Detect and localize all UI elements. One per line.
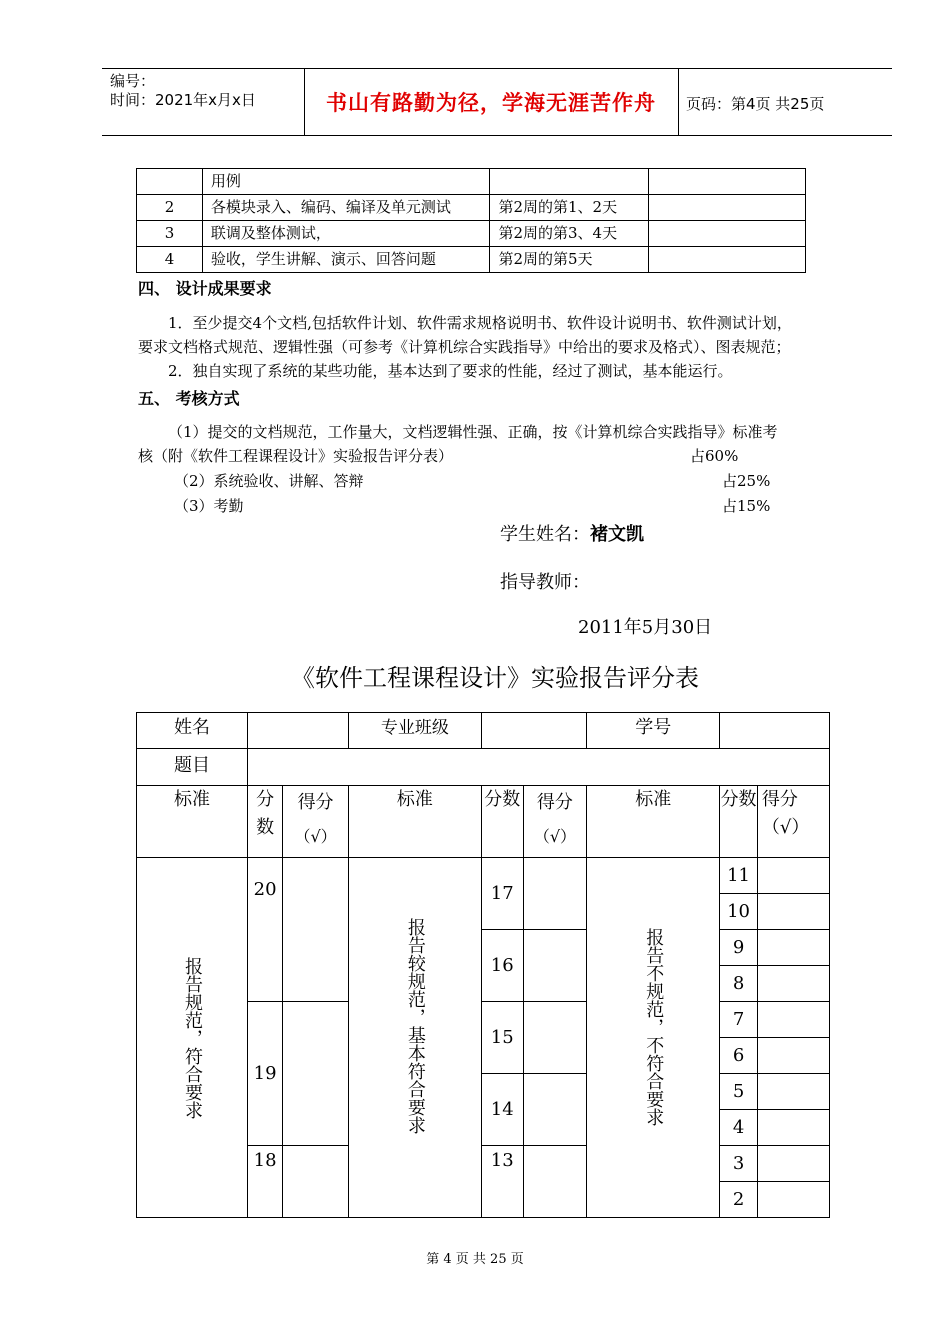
standard-2: 报告较规范，基本符合要求	[404, 918, 426, 1134]
standard-3: 报告不规范，不符合要求	[643, 928, 665, 1126]
row-task: 各模块录入、编码、编译及单元测试	[202, 195, 490, 221]
header-divider	[678, 68, 679, 135]
got-cell[interactable]	[757, 1002, 829, 1038]
page-footer: 第 4 页 共 25 页	[426, 1252, 524, 1267]
score-value: 14	[481, 1074, 523, 1146]
schedule-table	[136, 168, 806, 273]
header-number: 编号：	[110, 72, 156, 90]
section5-title: 五、 考核方式	[138, 389, 240, 408]
standard-1: 报告规范，符合要求	[182, 956, 203, 1119]
table-row	[137, 858, 830, 894]
section4-p2: 2．独自实现了系统的某些功能，基本达到了要求的性能，经过了测试，基本能运行。	[168, 362, 733, 380]
col-score: 分数	[720, 786, 758, 858]
score-value: 8	[720, 966, 758, 1002]
col-got-check: （√）	[533, 827, 577, 846]
col-score: 分数	[248, 786, 283, 858]
section5-item1a: （1）提交的文档规范，工作量大，文档逻辑性强、正确，按《计算机综合实践指导》标准考	[168, 423, 778, 441]
got-cell[interactable]	[283, 858, 349, 1002]
row-note	[649, 195, 806, 221]
score-value: 18	[248, 1146, 283, 1218]
got-cell[interactable]	[523, 858, 587, 930]
got-cell[interactable]	[283, 1146, 349, 1218]
row-no	[137, 169, 203, 195]
section5-item1b: 核（附《软件工程课程设计》实验报告评分表）	[138, 447, 454, 465]
score-value: 6	[720, 1038, 758, 1074]
row-note	[649, 221, 806, 247]
score-value: 20	[248, 858, 283, 1002]
got-cell[interactable]	[523, 1074, 587, 1146]
standard-2-cell	[348, 858, 481, 1218]
score-table-title: 《软件工程课程设计》实验报告评分表	[291, 664, 699, 692]
signature-date: 2011年5月30日	[578, 617, 713, 638]
score-value: 3	[720, 1146, 758, 1182]
table-row	[137, 195, 806, 221]
row-note	[649, 169, 806, 195]
got-cell[interactable]	[523, 930, 587, 1002]
header-meta	[110, 72, 256, 110]
student-name: 褚文凯	[590, 524, 644, 545]
section5-item3-pct: 占15%	[722, 497, 771, 515]
name-value[interactable]	[248, 713, 349, 749]
score-value: 9	[720, 930, 758, 966]
section4-p1b: 要求文档格式规范、逻辑性强（可参考《计算机综合实践指导》中给出的要求及格式）、图表规范；	[138, 338, 791, 356]
header-motto: 书山有路勤为径，学海无涯苦作舟	[326, 90, 656, 115]
row-note	[649, 247, 806, 273]
section4-p1a: 1．至少提交4个文档,包括软件计划、软件需求规格说明书、软件设计说明书、软件测试计划，	[168, 314, 792, 332]
student-line	[500, 520, 644, 546]
score-value: 4	[720, 1110, 758, 1146]
row-no: 4	[137, 247, 203, 273]
row-task: 用例	[202, 169, 490, 195]
got-cell[interactable]	[757, 894, 829, 930]
got-cell[interactable]	[523, 1002, 587, 1074]
score-table	[136, 712, 830, 1218]
row-no: 3	[137, 221, 203, 247]
table-row	[137, 786, 830, 858]
col-got	[523, 786, 587, 858]
got-cell[interactable]	[757, 1146, 829, 1182]
student-label: 学生姓名：	[500, 524, 590, 545]
row-time: 第2周的第3、4天	[490, 221, 649, 247]
score-value: 15	[481, 1002, 523, 1074]
score-value: 13	[481, 1146, 523, 1218]
row-task: 联调及整体测试，	[202, 221, 490, 247]
got-cell[interactable]	[757, 1110, 829, 1146]
standard-1-cell	[137, 858, 248, 1218]
col-score: 分数	[481, 786, 523, 858]
table-row	[137, 749, 830, 786]
header-page: 页码：第4页 共25页	[686, 95, 825, 113]
col-got-check: 得分（√）	[757, 786, 829, 858]
header-bottom-rule	[102, 135, 892, 136]
section5-item1-pct: 占60%	[690, 447, 739, 465]
row-no: 2	[137, 195, 203, 221]
table-row	[137, 713, 830, 749]
col-standard: 标准	[587, 786, 720, 858]
table-row	[137, 221, 806, 247]
row-time: 第2周的第5天	[490, 247, 649, 273]
id-value[interactable]	[720, 713, 830, 749]
got-cell[interactable]	[523, 1146, 587, 1218]
header-time: 时间：2021年x月x日	[110, 91, 256, 109]
col-standard: 标准	[137, 786, 248, 858]
id-label: 学号	[587, 713, 720, 749]
section5-item3: （3）考勤	[174, 497, 244, 515]
row-task: 验收，学生讲解、演示、回答问题	[202, 247, 490, 273]
row-time: 第2周的第1、2天	[490, 195, 649, 221]
score-value: 10	[720, 894, 758, 930]
got-cell[interactable]	[757, 930, 829, 966]
topic-value[interactable]	[248, 749, 830, 786]
standard-3-cell	[587, 858, 720, 1218]
got-cell[interactable]	[757, 1182, 829, 1218]
col-got-label: 得分	[297, 792, 334, 813]
section4-title: 四、 设计成果要求	[138, 279, 272, 298]
col-got	[283, 786, 349, 858]
table-row	[137, 169, 806, 195]
class-label: 专业班级	[348, 713, 481, 749]
score-value: 17	[481, 858, 523, 930]
score-value: 16	[481, 930, 523, 1002]
got-cell[interactable]	[757, 966, 829, 1002]
topic-label: 题目	[137, 749, 248, 786]
score-value: 7	[720, 1002, 758, 1038]
score-value: 5	[720, 1074, 758, 1110]
got-cell[interactable]	[757, 858, 829, 894]
col-got-check: （√）	[294, 827, 337, 846]
col-standard: 标准	[348, 786, 481, 858]
score-value: 11	[720, 858, 758, 894]
class-value[interactable]	[481, 713, 586, 749]
table-row	[137, 247, 806, 273]
name-label: 姓名	[137, 713, 248, 749]
got-cell[interactable]	[757, 1074, 829, 1110]
row-time	[490, 169, 649, 195]
score-value: 2	[720, 1182, 758, 1218]
section5-item2: （2）系统验收、讲解、答辩	[174, 472, 364, 490]
score-value: 19	[248, 1002, 283, 1146]
got-cell[interactable]	[283, 1002, 349, 1146]
teacher-label: 指导教师：	[500, 572, 590, 593]
section5-item2-pct: 占25%	[722, 472, 771, 490]
got-cell[interactable]	[757, 1038, 829, 1074]
col-got-label: 得分	[536, 792, 573, 813]
